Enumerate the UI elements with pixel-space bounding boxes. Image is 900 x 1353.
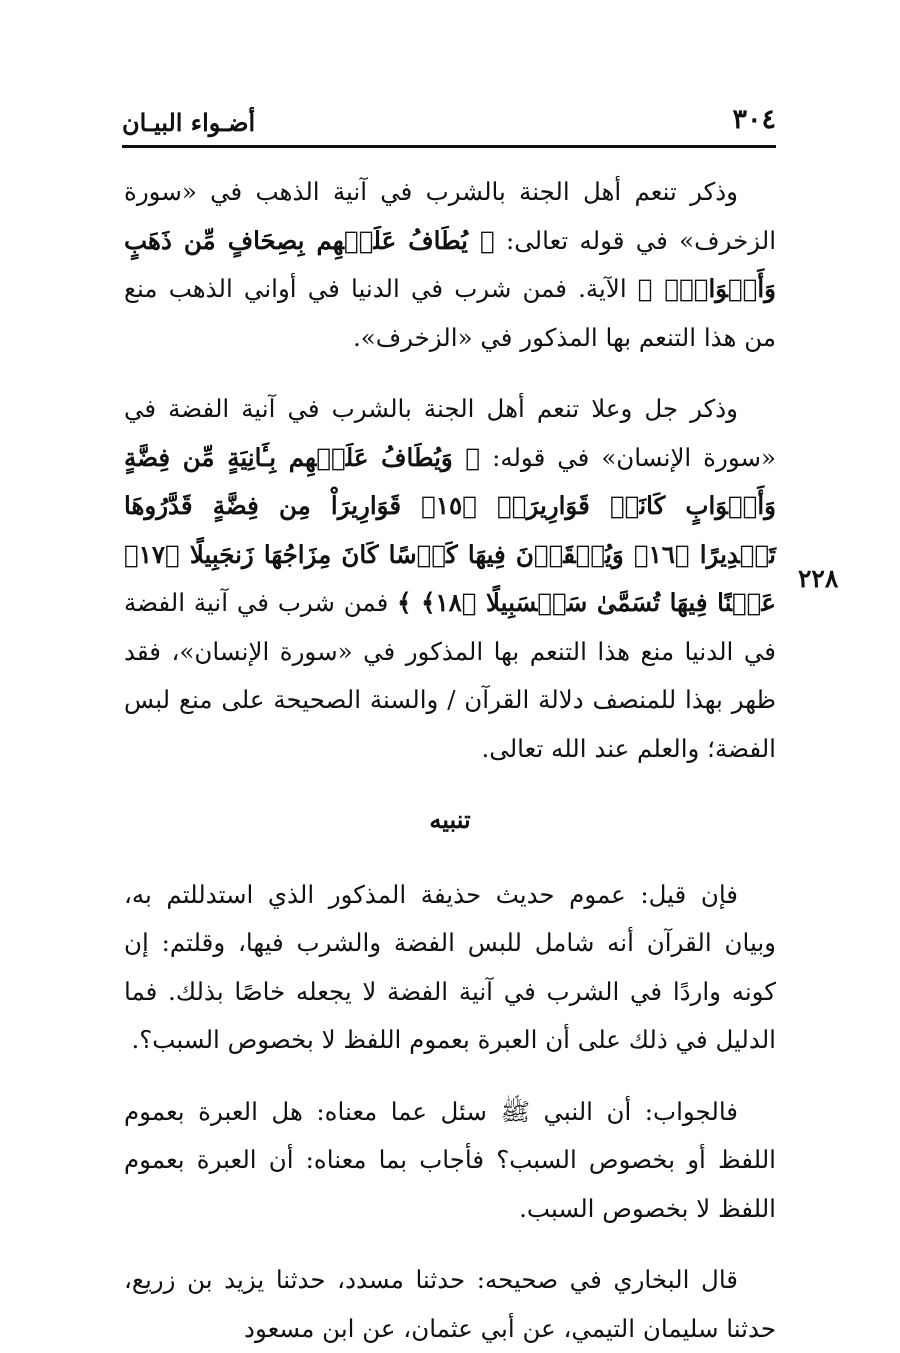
paragraph-text: وذكر تنعم أهل الجنة بالشرب في آنية الذهب في «سورة الزخرف» في قوله تعالى: [124, 177, 777, 255]
quran-verse: ﴿ وَيُطَافُ عَلَيۡهِم بِـَٔانِيَةٍ مِّن فِضَّةٍ وَأَكۡوَابٍ كَانَتۡ قَوَارِيرَا۠ ﴿١٥﴾ قَوَارِيرَاْ مِن فِضَّةٍ قَدَّرُوهَا تَقۡدِيرًا ﴿١٦﴾ وَيُسۡقَوۡنَ فِيهَا كَأۡسًا كَانَ مِزَاجُهَا زَنجَبِيلًا ﴿١٧﴾ عَيۡنًا فِيهَا تُسَمَّىٰ سَلۡسَبِيلًا ﴿١٨﴾ ﴾ [124, 442, 776, 617]
section-heading: تنبيه [429, 805, 471, 834]
page-header [122, 104, 776, 148]
book-title: أضـواء البيـان [122, 108, 256, 137]
page-number: ٣٠٤ [732, 104, 776, 135]
paragraph-text: وذكر جل وعلا تنعم أهل الجنة بالشرب في آنية الفضة في «سورة الإنسان» في قوله: [124, 394, 777, 472]
margin-page-reference: ٢٢٨ [798, 564, 839, 593]
paragraph: قال البخاري في صحيحه: حدثنا مسدد، حدثنا يزيد بن زريع، حدثنا سليمان التيمي، عن أبي عثمان، عن ابن مسعود [124, 1265, 776, 1343]
paragraph-text: فمن شرب في آنية الفضة في الدنيا منع هذا التنعم بها المذكور في «سورة الإنسان»، فقد ظهر بهذا للمنصف دلالة القرآن / والسنة الصحيحة على منع لبس الفضة؛ والعلم عند الله تعالى. [124, 588, 776, 763]
header-rule [122, 145, 776, 148]
paragraph: فالجواب: أن النبي ﷺ سئل عما معناه: هل العبرة بعموم اللفظ أو بخصوص السبب؟ فأجاب بما معناه: أن العبرة بعموم اللفظ لا بخصوص السبب. [124, 1096, 776, 1223]
quran-verse: ﴿ يُطَافُ عَلَيۡهِم بِصِحَافٍ مِّن ذَهَبٍ وَأَكۡوَابٍۖ ﴾ [124, 225, 776, 303]
page-body [124, 168, 776, 1353]
paragraph: فإن قيل: عموم حديث حذيفة المذكور الذي استدللتم به، وبيان القرآن أنه شامل للبس الفضة والشرب فيها، وقلتم: إن كونه واردًا في الشرب في آنية الفضة لا يجعله خاصًا بذلك. فما الدليل في ذلك على أن العبرة بعموم اللفظ لا بخصوص السبب؟. [124, 879, 776, 1054]
paragraph [124, 385, 776, 773]
paragraph [124, 168, 776, 362]
paragraph-text: الآية. فمن شرب في الدنيا في أواني الذهب منع من هذا التنعم بها المذكور في «الزخرف». [124, 274, 776, 352]
